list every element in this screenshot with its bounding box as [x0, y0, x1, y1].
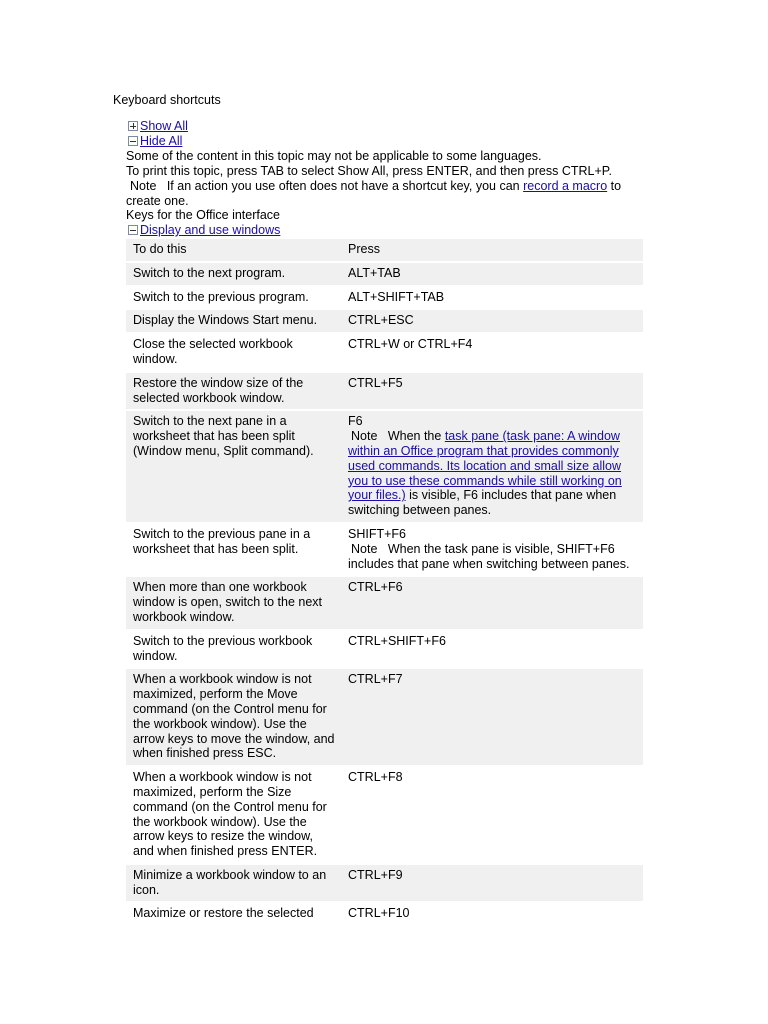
row-press: [341, 903, 643, 925]
shortcut-keys: CTRL+F10: [348, 906, 410, 921]
show-all-toggle[interactable]: [128, 119, 188, 134]
note-text-end: to create one.: [126, 179, 622, 208]
table-row: [126, 263, 643, 285]
table-row: [126, 334, 643, 371]
row-action: Minimize a workbook window to an icon.: [126, 865, 341, 902]
row-action: Display the Windows Start menu.: [126, 310, 341, 332]
table-row: [126, 669, 643, 765]
row-press: [341, 263, 643, 285]
hide-all-link[interactable]: Hide All: [140, 134, 183, 148]
note-text-end: is visible, F6 includes that pane when switching between panes.: [348, 488, 617, 518]
row-note: [348, 429, 637, 518]
table-row: [126, 631, 643, 668]
record-macro-link[interactable]: record a macro: [523, 179, 608, 193]
row-press: [341, 373, 643, 410]
shortcut-keys: CTRL+F6: [348, 580, 403, 595]
table-row: [126, 373, 643, 410]
row-press: [341, 865, 643, 902]
shortcut-keys: ALT+TAB: [348, 265, 401, 280]
note-label: Note: [130, 179, 157, 193]
intro-print-note: To print this topic, press TAB to select Show All, press ENTER, and then press CTRL+P.: [126, 164, 612, 178]
row-press: [341, 669, 643, 765]
collapse-icon: [128, 225, 138, 235]
row-press: [341, 411, 643, 522]
display-windows-toggle[interactable]: [128, 223, 280, 238]
show-all-link[interactable]: Show All: [140, 119, 188, 133]
table-row: [126, 903, 643, 925]
row-note: [348, 542, 637, 572]
shortcut-keys: CTRL+SHIFT+F6: [348, 633, 446, 648]
shortcut-keys: SHIFT+F6: [348, 526, 406, 541]
row-press: [341, 287, 643, 309]
row-action: Switch to the next pane in a worksheet that has been split (Window menu, Split command).: [126, 411, 341, 522]
header-action: To do this: [126, 239, 341, 261]
note-label: Note: [351, 429, 378, 444]
header-press: Press: [341, 239, 643, 261]
row-action: Switch to the previous pane in a worksheet that has been split.: [133, 526, 311, 556]
section-heading: Keys for the Office interface: [126, 208, 281, 222]
row-action: Switch to the next program.: [126, 263, 341, 285]
row-action: Switch to the previous workbook window.: [133, 633, 313, 663]
intro-language-note: Some of the content in this topic may not be applicable to some languages.: [126, 149, 542, 163]
row-action: Close the selected workbook window.: [133, 337, 293, 366]
table-row: [126, 577, 643, 628]
row-action: When a workbook window is not maximized, perform the Size command (on the Control menu for the workbook window). Use the arrow keys to resize the window, and when finished press ENTER.: [133, 770, 327, 859]
row-press: [341, 631, 643, 668]
row-press: [341, 334, 643, 371]
table-row: [126, 411, 643, 522]
page-title: Keyboard shortcuts: [113, 93, 221, 107]
table-row: [126, 310, 643, 332]
row-press: [341, 767, 643, 863]
shortcut-keys: CTRL+F9: [348, 867, 403, 882]
row-action: When a workbook window is not maximized, perform the Move command (on the Control menu for the workbook window). Use the arrow keys to move the window, and when finished press ESC.: [126, 669, 341, 765]
row-action: Restore the window size of the selected workbook window.: [126, 373, 341, 410]
shortcut-keys: CTRL+W or CTRL+F4: [348, 337, 473, 352]
row-press: [341, 310, 643, 332]
row-action: Switch to the previous program.: [133, 289, 309, 304]
shortcut-keys: CTRL+F5: [348, 375, 403, 390]
shortcut-keys: ALT+SHIFT+TAB: [348, 289, 445, 304]
row-action: When more than one workbook window is open, switch to the next workbook window.: [126, 577, 341, 628]
macro-note: [126, 179, 636, 209]
task-pane-link[interactable]: task pane (task pane: A window within an Office program that provides commonly used commands. Its location and small size allow you to use these commands while still working on your files.): [348, 429, 622, 503]
shortcut-keys: F6: [348, 414, 363, 429]
note-text: When the task pane is visible, SHIFT+F6 includes that pane when switching between panes.: [348, 541, 630, 571]
row-action: Maximize or restore the selected: [133, 906, 314, 921]
note-label: Note: [351, 541, 378, 556]
row-press: [341, 577, 643, 628]
table-row: [126, 865, 643, 902]
table-row: [126, 524, 643, 575]
shortcuts-table: [126, 237, 643, 927]
note-text: If an action you use often does not have a shortcut key, you can: [166, 179, 520, 193]
note-text: When the: [387, 429, 442, 444]
collapse-icon: [128, 136, 138, 146]
shortcut-keys: CTRL+F7: [348, 672, 403, 687]
shortcut-keys: CTRL+ESC: [348, 313, 414, 328]
shortcut-keys: CTRL+F8: [348, 770, 403, 785]
hide-all-toggle[interactable]: [128, 134, 182, 149]
table-row: [126, 767, 643, 863]
expand-icon: [128, 121, 138, 131]
table-header-row: [126, 239, 643, 261]
table-row: [126, 287, 643, 309]
display-windows-link[interactable]: Display and use windows: [140, 223, 281, 237]
row-press: [341, 524, 643, 575]
